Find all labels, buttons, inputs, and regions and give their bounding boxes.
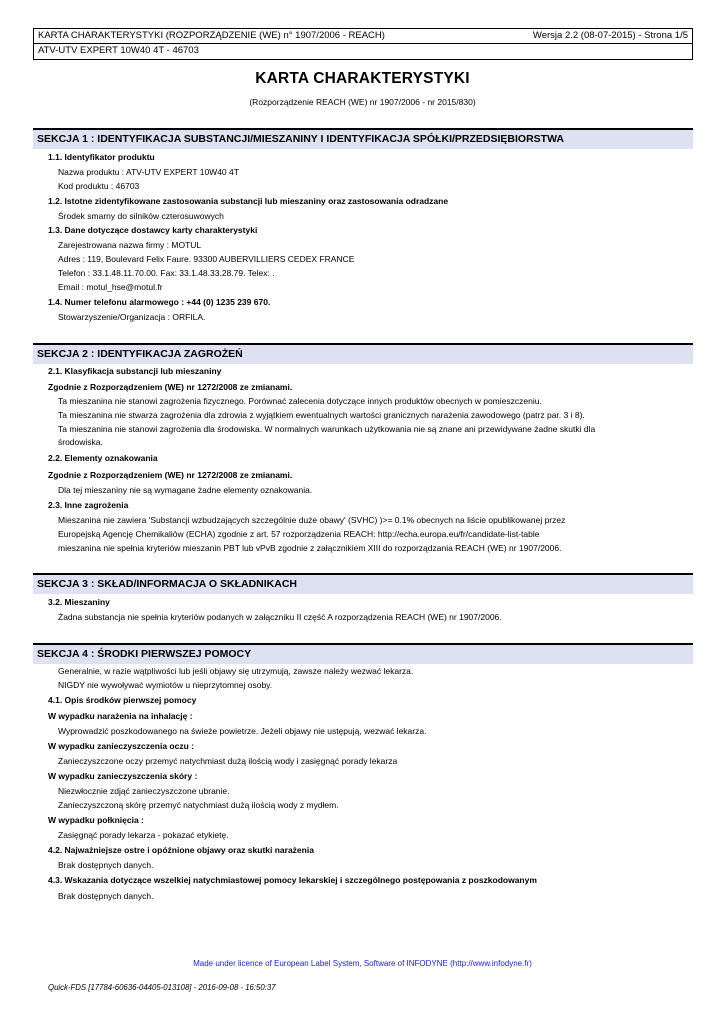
s4-skin2: Zanieczyszczoną skórę przemyć natychmiast dużą ilością wody z mydłem. [58, 800, 339, 810]
s4-p42: Brak dostępnych danych. [58, 860, 154, 870]
header-doc-title: KARTA CHARAKTERYSTYKI (ROZPORZĄDZENIE (WE) n° 1907/2006 - REACH) [38, 30, 385, 41]
page-header [33, 28, 693, 60]
s1-h13: 1.3. Dane dotyczące dostawcy karty charakterystyki [48, 225, 258, 235]
s4-ing: Zasięgnąć porady lekarza - pokazać etykietę. [58, 830, 229, 840]
s2-p5a: Mieszanina nie zawiera 'Substancji wzbudzających szczególnie duże obawy' (SVHC) )>= 0.1% obecnych na liście opublikowanej przez [58, 515, 566, 525]
s4-h42: 4.2. Najważniejsze ostre i opóźnione objawy oraz skutki narażenia [48, 845, 314, 855]
s3-h32: 3.2. Mieszaniny [48, 597, 110, 607]
footer-licence[interactable]: Made under licence of European Label System, Software of INFODYNE (http://www.infodyne.fr) [193, 959, 532, 968]
s4-g2: NIGDY nie wywoływać wymiotów u nieprzytomnej osoby. [58, 680, 273, 690]
section-1-heading: SEKCJA 1 : IDENTYFIKACJA SUBSTANCJI/MIESZANINY I IDENTYFIKACJA SPÓŁKI/PRZEDSIĘBIORSTWA [33, 128, 693, 149]
page-title: KARTA CHARAKTERYSTYKI [255, 70, 470, 87]
s1-email[interactable]: Email : motul_hse@motul.fr [58, 282, 163, 292]
s2-reg1: Zgodnie z Rozporządzeniem (WE) nr 1272/2008 ze zmianami. [48, 382, 293, 392]
s4-skin1: Niezwłocznie zdjąć zanieczyszczone ubranie. [58, 786, 230, 796]
s2-p5c: mieszanina nie spełnia kryteriów mieszanin PBT lub vPvB zgodnie z załącznikiem XIII do rozporządzania REACH (WE) nr 1907/2006. [58, 543, 562, 553]
s1-h11: 1.1. Identyfikator produktu [48, 152, 155, 162]
s1-company: Zarejestrowana nazwa firmy : MOTUL [58, 240, 202, 250]
page-subtitle: (Rozporządzenie REACH (WE) nr 1907/2006 - nr 2015/830) [249, 97, 476, 107]
s2-h23: 2.3. Inne zagrożenia [48, 500, 129, 510]
s4-h41: 4.1. Opis środków pierwszej pomocy [48, 695, 197, 705]
s4-h43: 4.3. Wskazania dotyczące wszelkiej natychmiastowej pomocy lekarskiej i szczególnego postępowania z poszkodowanym [48, 875, 537, 885]
s3-p1: Żadna substancja nie spełnia kryteriów podanych w załączniku II część A rozporządzenia REACH (WE) nr 1907/2006. [58, 612, 502, 622]
s1-phone: Telefon : 33.1.48.11.70.00. Fax: 33.1.48.33.28.79. Telex: . [58, 268, 275, 278]
s2-p3a: Ta mieszanina nie stanowi zagrożenia dla środowiska. W normalnych warunkach użytkowania nie są znane ani przewidywane żadne skutki dla [58, 424, 596, 434]
s2-p3b: środowiska. [58, 437, 103, 447]
s1-h12: 1.2. Istotne zidentyfikowane zastosowania substancji lub mieszaniny oraz zastosowania odradzane [48, 196, 449, 206]
s2-p1: Ta mieszanina nie stanowi zagrożenia fizycznego. Porównać zalecenia dotyczące innych produktów obecnych w pomieszczeniu. [58, 396, 542, 406]
s2-h22: 2.2. Elementy oznakowania [48, 453, 158, 463]
s1-name: Nazwa produktu : ATV-UTV EXPERT 10W40 4T [58, 167, 239, 177]
s2-p4: Dla tej mieszaniny nie są wymagane żadne elementy oznakowania. [58, 485, 313, 495]
header-version: Wersja 2.2 (08-07-2015) - Strona 1/5 [532, 30, 688, 41]
s4-eye-heading: W wypadku zanieczyszczenia oczu : [48, 741, 194, 751]
s1-code: Kod produktu : 46703 [58, 181, 140, 191]
s2-p5b: Europejską Agencję Chemikaliów (ECHA) zgodnie z art. 57 rozporządzenia REACH: http://echa.europa.eu/fr/candidate-list-table [58, 529, 540, 539]
section-2-heading: SEKCJA 2 : IDENTYFIKACJA ZAGROŻEŃ [33, 343, 693, 364]
header-row-top [34, 29, 692, 44]
s1-org: Stowarzyszenie/Organizacja : ORFILA. [58, 312, 206, 322]
s4-ing-heading: W wypadku połknięcia : [48, 815, 144, 825]
section-3-heading: SEKCJA 3 : SKŁAD/INFORMACJA O SKŁADNIKACH [33, 573, 693, 594]
s4-eye: Zanieczyszczone oczy przemyć natychmiast dużą ilością wody i zasięgnąć porady lekarza [58, 756, 398, 766]
s1-h14: 1.4. Numer telefonu alarmowego : +44 (0) 1235 239 670. [48, 297, 271, 307]
s4-g1: Generalnie, w razie wątpliwości lub jeśli objawy się utrzymują, zawsze należy wezwać lekarza. [58, 666, 414, 676]
s2-h21: 2.1. Klasyfikacja substancji lub mieszaniny [48, 366, 222, 376]
s4-inh: Wyprowadzić poszkodowanego na świeże powietrze. Jeżeli objawy nie ustępują, wezwać lekarza. [58, 726, 427, 736]
s2-reg2: Zgodnie z Rozporządzeniem (WE) nr 1272/2008 ze zmianami. [48, 470, 293, 480]
s2-p2: Ta mieszanina nie stwarza zagrożenia dla zdrowia z wyjątkiem ewentualnych wartości granicznych narażenia zawodowego (patrz par. 3 i 8). [58, 410, 585, 420]
s1-address: Adres : 119, Boulevard Felix Faure. 93300 AUBERVILLIERS CEDEX FRANCE [58, 254, 355, 264]
s1-use: Środek smarny do silników czterosuwowych [58, 211, 224, 221]
s4-skin-heading: W wypadku zanieczyszczenia skóry : [48, 771, 198, 781]
section-4-heading: SEKCJA 4 : ŚRODKI PIERWSZEJ POMOCY [33, 643, 693, 664]
s4-p43: Brak dostępnych danych. [58, 891, 154, 901]
s4-inh-heading: W wypadku narażenia na inhalację : [48, 711, 193, 721]
footer-id: Quick-FDS [17784-60636-04405-013108] - 2016-09-08 - 16:50:37 [48, 983, 276, 992]
header-product: ATV-UTV EXPERT 10W40 4T - 46703 [38, 45, 199, 56]
